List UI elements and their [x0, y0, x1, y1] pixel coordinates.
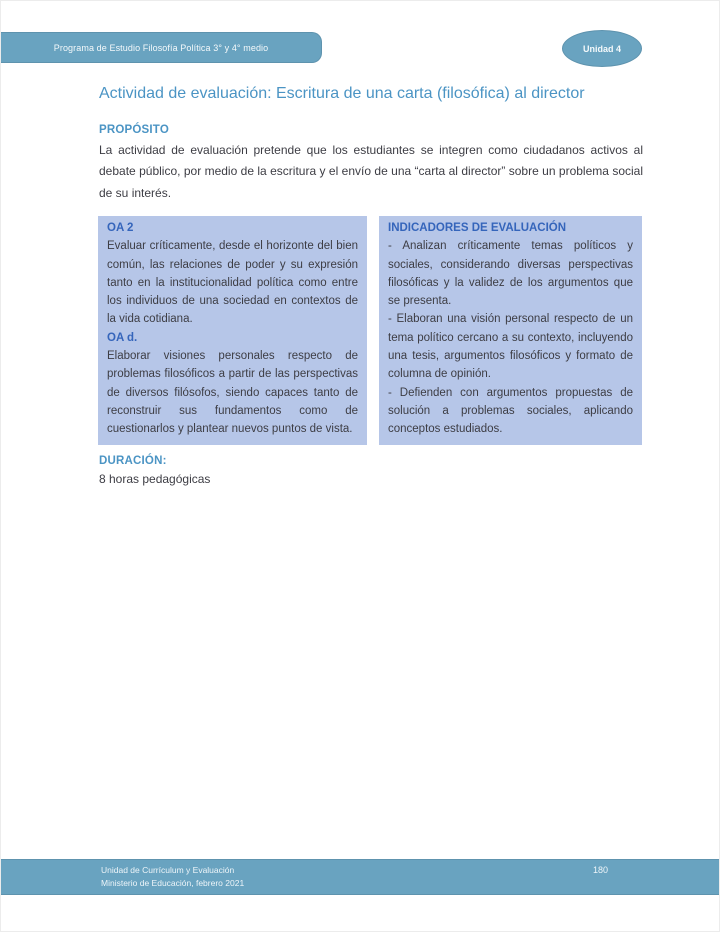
- page-title: Actividad de evaluación: Escritura de una carta (filosófica) al director: [99, 85, 585, 102]
- program-title-label: Programa de Estudio Filosofía Política 3° y 4° medio: [53, 42, 269, 53]
- duracion-value: 8 horas pedagógicas: [99, 472, 211, 486]
- oad-heading: OA d.: [107, 331, 138, 344]
- footer-line-2: Ministerio de Educación, febrero 2021: [101, 878, 245, 888]
- proposito-heading: PROPÓSITO: [99, 124, 169, 136]
- indicadores-box: [379, 216, 642, 445]
- footer-organization: [101, 864, 244, 890]
- page-number: 180: [593, 865, 609, 875]
- indicador-item-2: - Elaboran una visión personal respecto de un tema político cercano a su contexto, incluyendo una tesis, argumentos filosóficos y formato de columna de opinión.: [388, 313, 633, 381]
- oa-box: [98, 216, 367, 445]
- footer-line-1: Unidad de Currículum y Evaluación: [101, 865, 235, 875]
- indicador-item-1: - Analizan críticamente temas políticos y sociales, considerando diversas perspectivas filosóficas y la validez de los argumentos que se presenta.: [388, 240, 633, 308]
- proposito-paragraph: La actividad de evaluación pretende que los estudiantes se integren como ciudadanos activos al debate público, por medio de la escritura y el envío de una “carta al director” sobre un problema social de su interés.: [99, 143, 643, 200]
- oad-body: Elaborar visiones personales respecto de problemas filosóficos a partir de las perspectivas de diversos filósofos, siendo capaces tanto de reconstruir sus fundamentos como de cuestionarlos y plantear nuevos puntos de vista.: [107, 350, 358, 436]
- duracion-heading: DURACIÓN:: [99, 455, 167, 467]
- indicador-item-3: - Defienden con argumentos propuestas de solución a problemas sociales, aplicando conceptos estudiados.: [388, 386, 633, 436]
- footer-bar: [1, 859, 720, 895]
- indicadores-heading: INDICADORES DE EVALUACIÓN: [388, 222, 567, 234]
- oa2-heading: OA 2: [107, 222, 134, 234]
- unit-badge: [562, 30, 642, 67]
- objectives-indicators-row: [98, 216, 642, 445]
- program-title-badge: [1, 32, 322, 63]
- oa2-body: Evaluar críticamente, desde el horizonte del bien común, las relaciones de poder y su expresión tanto en la institucionalidad política como entre los individuos de una sociedad en contextos de la vida cotidiana.: [107, 240, 358, 326]
- unit-badge-label: Unidad 4: [582, 43, 621, 54]
